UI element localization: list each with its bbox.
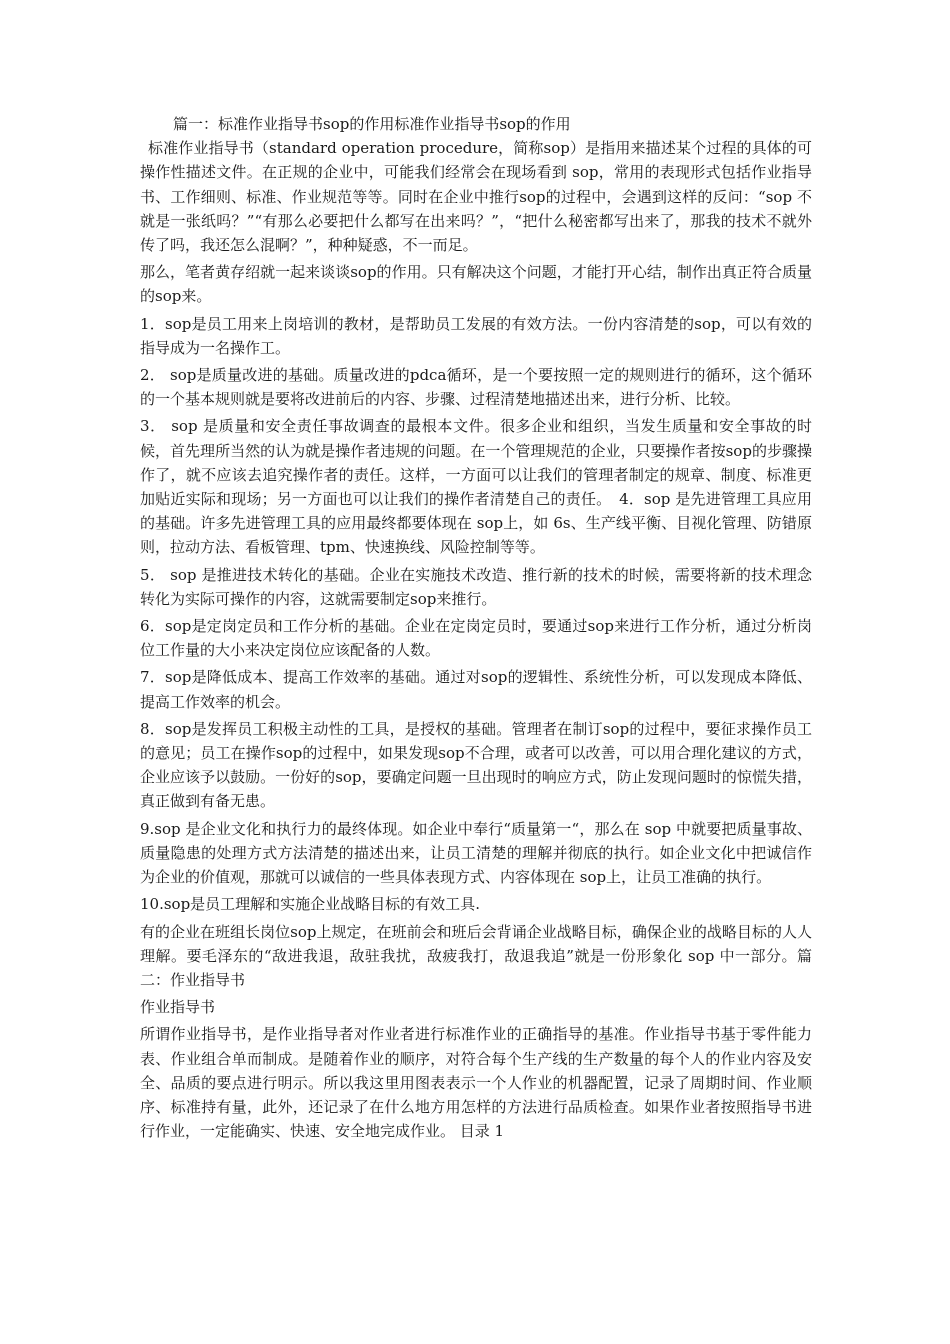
paragraph: 所谓作业指导书，是作业指导者对作业者进行标准作业的正确指导的基准。作业指导书基于零件能力表、作业组合单而制成。是随着作业的顺序，对符合每个生产线的生产数量的每个人的作业内容及安全、品质的要点进行明示。所以我这里用图表表示一个人作业的机器配置，记录了周期时间、作业顺序、标准持有量，此外，还记录了在什么地方用怎样的方法进行品质检查。如果作业者按照指导书进行作业，一定能确实、快速、安全地完成作业。 目录 1 [140,1025,812,1141]
paragraph-item-3-4: 3． sop 是质量和安全责任事故调查的最根本文件。很多企业和组织，当发生质量和安全事故的时候，首先理所当然的认为就是操作者违规的问题。在一个管理规范的企业，只要操作者按sop的步骤操作了，就不应该去追究操作者的责任。这样，一方面可以让我们的管理者制定的规章、制度、标准更加贴近实际和现场；另一方面也可以让我们的操作者清楚自己的责任。 4．sop 是先进管理工具应用的基础。许多先进管理工具的应用最终都要体现在 sop上，如 6s、生产线平衡、目视化管理、防错原则，拉动方法、看板管理、tpm、快速换线、风险控制等等。 [140,417,812,557]
paragraph: 那么，笔者黄存绍就一起来谈谈sop的作用。只有解决这个问题，才能打开心结，制作出真正符合质量的sop来。 [140,263,812,306]
paragraph-item-7: 7．sop是降低成本、提高工作效率的基础。通过对sop的逻辑性、系统性分析，可以发现成本降低、提高工作效率的机会。 [140,668,812,711]
paragraph-item-1: 1．sop是员工用来上岗培训的教材，是帮助员工发展的有效方法。一份内容清楚的sop，可以有效的指导成为一名操作工。 [140,314,812,357]
document-title: 篇一：标准作业指导书sop的作用标准作业指导书sop的作用 [173,115,571,133]
paragraph-item-9: 9.sop 是企业文化和执行力的最终体现。如企业中奉行“质量第一“，那么在 sop 中就要把质量事故、质量隐患的处理方式方法清楚的描述出来，让员工清楚的理解并彻底的执行。如企业文化中把诚信作为企业的价值观，那就可以诚信的一些具体表现方式、内容体现在 sop上，让员工准确的执行。 [140,819,812,887]
paragraph-item-8: 8．sop是发挥员工积极主动性的工具，是授权的基础。管理者在制订sop的过程中，要征求操作员工的意见；员工在操作sop的过程中，如果发现sop不合理，或者可以改善，可以用合理化建议的方式，企业应该予以鼓励。一份好的sop，要确定问题一旦出现时的响应方式，防止发现问题时的惊慌失措，真正做到有备无患。 [140,719,812,811]
document-page [140,112,812,1146]
paragraph-item-6: 6．sop是定岗定员和工作分析的基础。企业在定岗定员时，要通过sop来进行工作分析，通过分析岗位工作量的大小来决定岗位应该配备的人数。 [140,617,812,660]
paragraph-item-2: 2． sop是质量改进的基础。质量改进的pdca循环，是一个要按照一定的规则进行的循环，这个循环的一个基本规则就是要将改进前后的内容、步骤、过程清楚地描述出来，进行分析、比较。 [140,366,812,409]
section-heading: 作业指导书 [140,998,216,1017]
paragraph: 有的企业在班组长岗位sop上规定，在班前会和班后会背诵企业战略目标，确保企业的战略目标的人人理解。要毛泽东的“敌进我退，敌驻我扰，敌疲我打，敌退我追”就是一份形象化 sop 中一部分。篇二：作业指导书 [140,922,812,989]
paragraph-item-5: 5． sop 是推进技术转化的基础。企业在实施技术改造、推行新的技术的时候，需要将新的技术理念转化为实际可操作的内容，这就需要制定sop来推行。 [140,565,812,608]
paragraph-intro: 标准作业指导书（standard operation procedure，简称sop）是指用来描述某个过程的具体的可操作性描述文件。在正规的企业中，可能我们经常会在现场看到 sop，常用的表现形式包括作业指导书、工作细则、标准、作业规范等等。同时在企业中推行sop的过程中，会遇到这样的反问：“sop 不就是一张纸吗？”“有那么必要把什么都写在出来吗？”，“把什么秘密都写出来了，那我的技术不就外传了吗，我还怎么混啊？”，种种疑惑，不一而足。 [140,139,812,255]
paragraph-item-10: 10.sop是员工理解和实施企业战略目标的有效工具. [140,895,480,914]
